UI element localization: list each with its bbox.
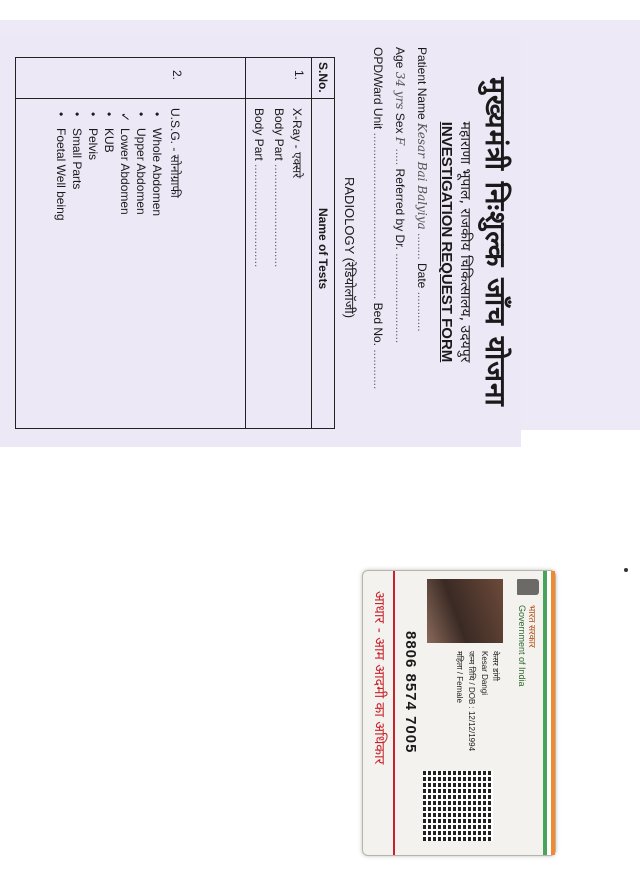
national-emblem-icon bbox=[517, 579, 539, 595]
aadhaar-slogan: आधार - आम आदमी का अधिकार bbox=[371, 591, 387, 765]
sex-value: F bbox=[393, 136, 407, 146]
patient-name-value: Kesar Bai Balyiya bbox=[415, 123, 429, 230]
bullet-icon: • bbox=[70, 112, 84, 117]
date-label: Date bbox=[415, 263, 429, 289]
govt-english: Government of India bbox=[517, 605, 527, 687]
govt-hindi: भारत सरकार bbox=[527, 605, 537, 648]
bullet-icon: • bbox=[86, 112, 100, 117]
row1-body-part-2 bbox=[252, 108, 266, 267]
patient-name-field bbox=[415, 47, 429, 332]
tests-table bbox=[15, 57, 335, 429]
body-part-blank-2: ............................... bbox=[252, 160, 266, 268]
usg-item-label: Small Parts bbox=[70, 128, 84, 190]
usg-item bbox=[150, 112, 164, 216]
sex-blank: ..... bbox=[393, 148, 407, 169]
patient-name-label: Patient Name bbox=[415, 47, 429, 120]
red-divider bbox=[393, 571, 395, 855]
qr-code-overlay bbox=[423, 771, 493, 841]
body-part-label-1: Body Part bbox=[272, 108, 286, 161]
investigation-form-sheet bbox=[0, 20, 640, 430]
hospital-name: महाराणा भूपाल, राजकीय चिकित्सालय, उदयपुर bbox=[457, 121, 473, 363]
form-rotated-content bbox=[0, 37, 521, 447]
form-title: मुख्यमंत्री निःशुल्क जाँच योजना bbox=[479, 77, 512, 407]
table-divider bbox=[16, 98, 334, 99]
name-english: Kesar Dangi bbox=[480, 651, 489, 696]
table-row-line bbox=[245, 58, 246, 428]
age-label: Age bbox=[393, 47, 407, 69]
dob: जन्म तिथि / DOB : 12/12/1994 bbox=[467, 651, 476, 752]
col-test-name: Name of Tests bbox=[316, 208, 330, 290]
row2-test: U.S.G. - सोनोग्राफी bbox=[168, 108, 182, 198]
date-blank: ............ bbox=[415, 291, 429, 332]
usg-item-label: Pelvis bbox=[86, 128, 100, 161]
usg-item bbox=[54, 112, 68, 221]
bullet-icon: • bbox=[102, 112, 116, 117]
aadhaar-number: 8806 8574 7005 bbox=[402, 631, 419, 754]
bullet-icon: • bbox=[134, 112, 148, 117]
aadhaar-rotated-content bbox=[363, 571, 555, 855]
usg-item-label: KUB bbox=[102, 128, 116, 153]
bed-label: Bed No. bbox=[371, 302, 385, 346]
name-hindi: केसर डांगी bbox=[491, 651, 500, 681]
age-value: 34 yrs bbox=[393, 71, 407, 110]
holder-photo bbox=[427, 579, 503, 643]
bed-blank: ............ bbox=[371, 349, 385, 390]
opd-bed-field bbox=[371, 47, 385, 389]
section-title: RADIOLOGY (रेडियोलॉजी) bbox=[342, 177, 357, 319]
table-header-line bbox=[311, 58, 312, 428]
date-dots: ........ bbox=[415, 232, 429, 263]
aadhaar-card bbox=[362, 570, 556, 856]
row1-body-part-1 bbox=[272, 108, 286, 267]
usg-item bbox=[102, 112, 116, 153]
usg-item-label: Foetal Well being bbox=[54, 128, 68, 221]
scan-speck bbox=[624, 568, 628, 572]
row2-sno: 2. bbox=[170, 70, 184, 81]
form-name: INVESTIGATION REQUEST FORM bbox=[438, 121, 455, 363]
age-sex-field bbox=[393, 47, 407, 343]
usg-item bbox=[70, 112, 84, 189]
tricolor-band bbox=[543, 571, 555, 855]
referred-blank: ........................... bbox=[393, 253, 407, 344]
row1-sno: 1. bbox=[292, 70, 306, 81]
tick-icon: ✓ bbox=[118, 112, 132, 123]
body-part-label-2: Body Part bbox=[252, 108, 266, 161]
referred-label: Referred by Dr. bbox=[393, 168, 407, 250]
bullet-icon: • bbox=[150, 112, 164, 117]
usg-item bbox=[134, 112, 148, 215]
usg-item-label: Upper Abdomen bbox=[134, 128, 148, 215]
opd-blank: .................................................. bbox=[371, 132, 385, 303]
body-part-blank-1: ............................... bbox=[272, 160, 286, 268]
sex-label: Sex bbox=[393, 112, 407, 134]
opd-label: OPD/Ward Unit bbox=[371, 47, 385, 130]
usg-item bbox=[118, 112, 132, 215]
row1-test: X-Ray - एक्सरे bbox=[290, 108, 304, 179]
usg-item-label: Whole Abdomen bbox=[150, 128, 164, 217]
col-sno: S.No. bbox=[316, 62, 330, 93]
bullet-icon: • bbox=[54, 112, 68, 117]
usg-item bbox=[86, 112, 100, 160]
usg-item-label: Lower Abdomen bbox=[118, 128, 132, 215]
gender: महिला / Female bbox=[455, 651, 464, 703]
